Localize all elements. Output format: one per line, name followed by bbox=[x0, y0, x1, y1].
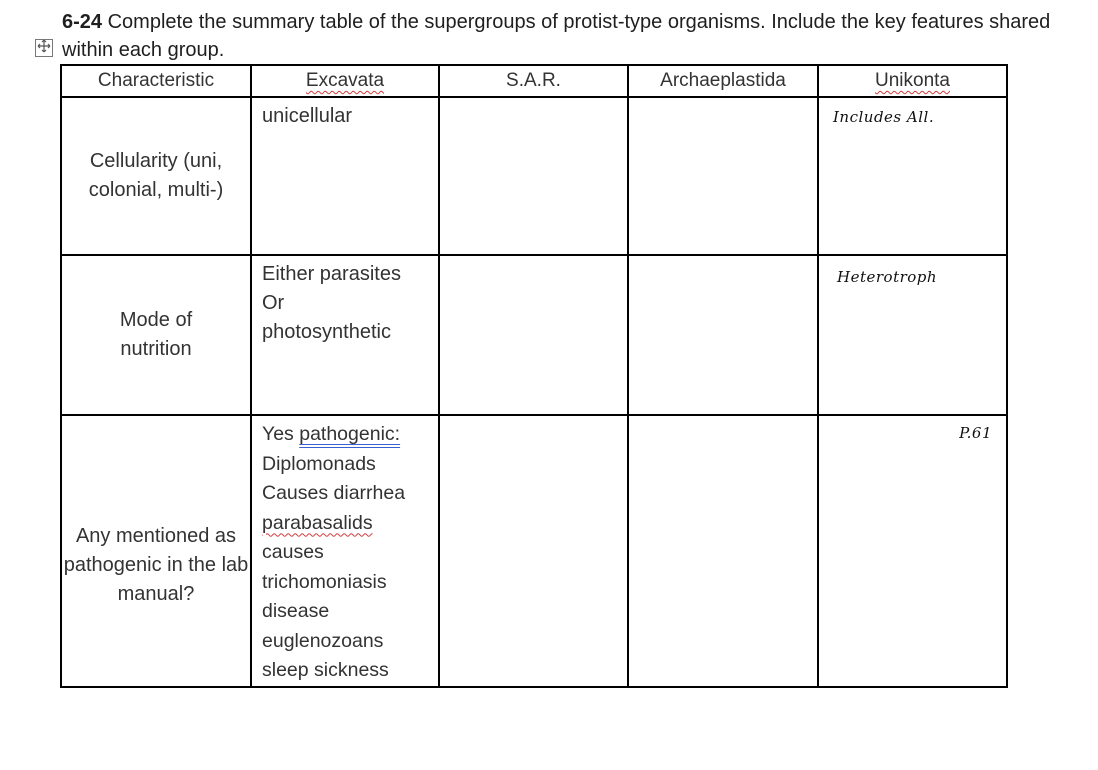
cell-line: disease bbox=[262, 600, 330, 622]
handwritten-note: Includes All. bbox=[833, 108, 935, 126]
cell-excavata-cellularity[interactable] bbox=[251, 97, 439, 255]
cell-sar-nutrition[interactable] bbox=[439, 255, 628, 415]
header-unikonta: Unikonta bbox=[818, 65, 1007, 97]
cell-archaeplastida-nutrition[interactable] bbox=[628, 255, 818, 415]
cell-unikonta-nutrition[interactable] bbox=[818, 255, 1007, 415]
row-label-text: Any mentioned as pathogenic in the lab manual? bbox=[63, 525, 249, 606]
table-move-handle[interactable] bbox=[35, 39, 53, 57]
move-icon bbox=[37, 39, 51, 58]
cell-line: causes bbox=[262, 541, 324, 563]
row-label-nutrition bbox=[61, 255, 251, 415]
cell-line: Causes diarrhea bbox=[262, 482, 406, 504]
table-row bbox=[61, 97, 1007, 255]
row-label-cellularity: Cellularity (uni, colonial, multi-) bbox=[61, 97, 251, 255]
row-label-text: Mode of nutrition bbox=[119, 309, 193, 360]
cell-sar-pathogenic[interactable] bbox=[439, 415, 628, 687]
question-number: 6-24 bbox=[62, 11, 103, 33]
cell-line: Yes pathogenic: bbox=[262, 423, 401, 445]
question-text bbox=[62, 8, 1082, 64]
header-sar: S.A.R. bbox=[439, 65, 628, 97]
cell-archaeplastida-cellularity[interactable] bbox=[628, 97, 818, 255]
handwritten-note: Heterotroph bbox=[837, 268, 938, 286]
row-label-pathogenic bbox=[61, 415, 251, 687]
cell-line: Diplomonads bbox=[262, 452, 376, 475]
handwritten-note: P.61 bbox=[959, 424, 992, 442]
cell-line: photosynthetic bbox=[262, 321, 391, 343]
cell-unikonta-pathogenic[interactable] bbox=[818, 415, 1007, 687]
question-body: Complete the summary table of the supergroups of protist-type organisms. Include the key features shared within each group. bbox=[62, 11, 1051, 61]
table-row bbox=[61, 415, 1007, 687]
cell-line: parabasalids bbox=[262, 511, 373, 534]
cell-excavata-nutrition[interactable] bbox=[251, 255, 439, 415]
cell-line: Either parasites bbox=[262, 263, 401, 285]
cell-line: euglenozoans bbox=[262, 629, 384, 652]
cell-sar-cellularity[interactable] bbox=[439, 97, 628, 255]
cell-excavata-pathogenic[interactable] bbox=[251, 415, 439, 687]
cell-line: Or bbox=[262, 292, 285, 314]
header-characteristic: Characteristic bbox=[61, 65, 251, 97]
header-excavata: Excavata bbox=[251, 65, 439, 97]
cell-unikonta-cellularity[interactable] bbox=[818, 97, 1007, 255]
cell-line: trichomoniasis bbox=[262, 570, 387, 593]
table-row bbox=[61, 255, 1007, 415]
header-row bbox=[61, 65, 1007, 97]
header-archaeplastida: Archaeplastida bbox=[628, 65, 818, 97]
summary-table bbox=[60, 64, 1008, 688]
cell-line: sleep sickness bbox=[262, 659, 389, 681]
cell-archaeplastida-pathogenic[interactable] bbox=[628, 415, 818, 687]
cell-line: unicellular bbox=[262, 105, 353, 127]
